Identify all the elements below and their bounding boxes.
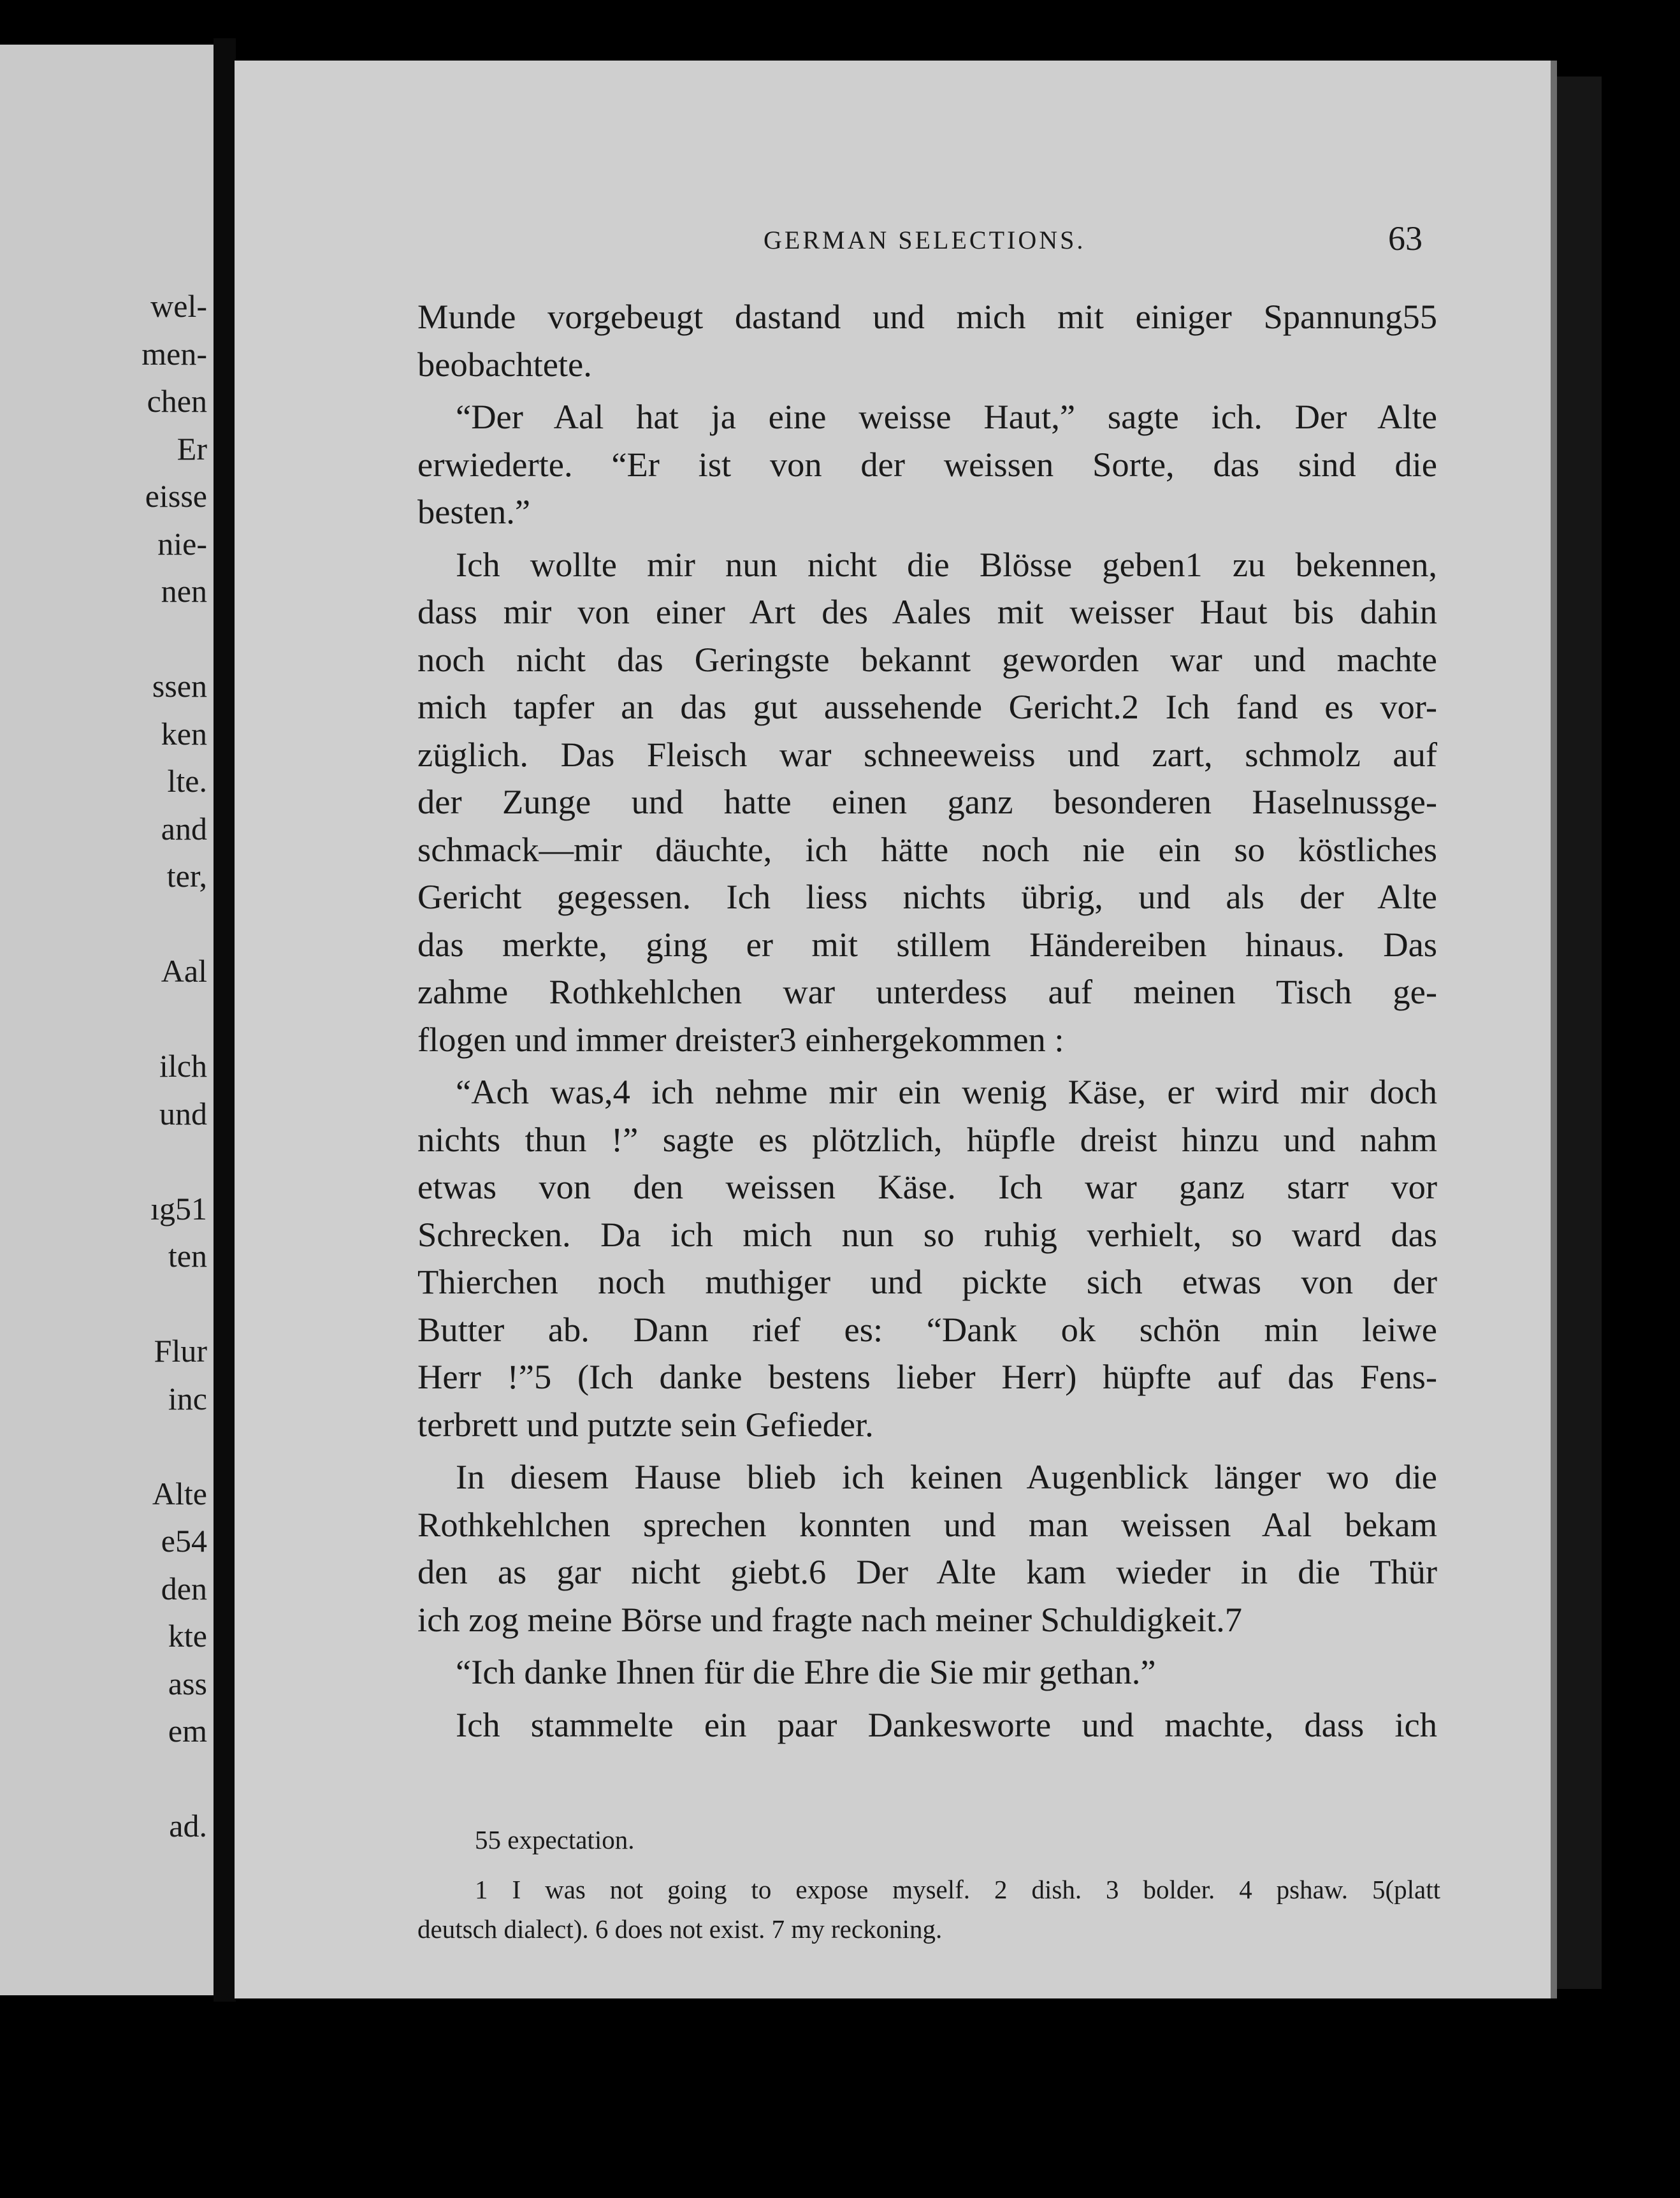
left-page-text-fragment: lte. [167, 763, 207, 799]
text-line: besten.” [417, 492, 531, 531]
left-page-text-fragment: chen [147, 383, 207, 419]
text-line: mich tapfer an das gut aussehende Gericht.2 Ich fand es vor- [417, 687, 1437, 726]
left-page-text-fragment: ssen [152, 668, 207, 704]
text-line: zahme Rothkehlchen war unterdess auf meinen Tisch ge- [417, 972, 1437, 1011]
text-line: flogen und immer dreister3 einhergekommen : [417, 1019, 1064, 1059]
text-line: der Zunge und hatte einen ganz besonderen Haselnussge- [417, 782, 1437, 821]
left-page-text-fragment: den [161, 1570, 207, 1606]
left-page-text-fragment: e54 [161, 1523, 207, 1559]
footnote-line: 55 expectation. [475, 1825, 635, 1854]
text-line: Thierchen noch muthiger und pickte sich etwas von der [417, 1262, 1437, 1301]
left-page-text-fragment: eisse [145, 478, 207, 514]
page-number: 63 [1388, 219, 1423, 258]
text-line: terbrett und putzte sein Gefieder. [417, 1404, 874, 1444]
left-page-text-fragment: ass [168, 1665, 207, 1701]
text-line: ich zog meine Börse und fragte nach meiner Schuldigkeit.7 [417, 1599, 1242, 1639]
left-page-text-fragment: ad. [169, 1808, 207, 1844]
page-edge-shadow [1557, 76, 1602, 1989]
text-line: das merkte, ging er mit stillem Händereiben hinaus. Das [417, 924, 1437, 964]
left-page-fragment [0, 45, 214, 1995]
text-line: In diesem Hause blieb ich keinen Augenblick länger wo die [456, 1457, 1437, 1496]
footnote-line: deutsch dialect). 6 does not exist. 7 my reckoning. [417, 1914, 943, 1944]
running-head [235, 219, 1551, 263]
text-line: “Ach was,4 ich nehme mir ein wenig Käse, er wird mir doch [456, 1072, 1437, 1111]
running-title: GERMAN SELECTIONS. [764, 226, 1086, 254]
text-line: beobachtete. [417, 344, 592, 384]
left-page-text-fragment: nen [161, 573, 207, 609]
left-page-text-fragment: ken [161, 715, 207, 752]
text-line: schmack—mir däuchte, ich hätte noch nie ein so köstliches [417, 829, 1437, 869]
left-page-text-fragment: ter, [166, 858, 207, 894]
left-page-text-fragment: wel- [150, 288, 207, 324]
left-page-text-fragment: Er [177, 430, 207, 467]
body-text [417, 293, 1437, 1749]
text-line: nichts thun !” sagte es plötzlich, hüpfle dreist hinzu und nahm [417, 1119, 1437, 1159]
text-line: Herr !”5 (Ich danke bestens lieber Herr) hüpfte auf das Fens- [417, 1357, 1437, 1396]
text-line: Rothkehlchen sprechen konnten und man weissen Aal bekam [417, 1504, 1437, 1544]
text-line: erwiederte. “Er ist von der weissen Sorte, das sind die [417, 444, 1437, 484]
left-page-text-fragment: Aal [161, 953, 207, 989]
text-line: züglich. Das Fleisch war schneeweiss und zart, schmolz auf [417, 734, 1437, 774]
text-line: Gericht gegessen. Ich liess nichts übrig, und als der Alte [417, 877, 1437, 916]
text-line: Butter ab. Dann rief es: “Dank ok schön min leiwe [417, 1309, 1437, 1349]
text-line: etwas von den weissen Käse. Ich war ganz starr vor [417, 1167, 1437, 1206]
left-page-text-fragment: ten [168, 1238, 207, 1274]
left-page-text-fragment: and [161, 810, 207, 847]
left-page-text-fragment: em [168, 1713, 207, 1749]
book-page [235, 61, 1557, 1998]
footnotes [417, 1820, 1440, 1949]
book-gutter [214, 38, 236, 2002]
left-page-text-fragment: kte [168, 1618, 207, 1654]
left-page-text-fragment: Alte [152, 1475, 207, 1511]
text-line: Ich stammelte ein paar Dankesworte und machte, dass ich [456, 1705, 1437, 1744]
text-line: dass mir von einer Art des Aales mit weisser Haut bis dahin [417, 592, 1437, 631]
text-line: den as gar nicht giebt.6 Der Alte kam wieder in die Thür [417, 1552, 1437, 1591]
left-page-text-fragment: inc [168, 1380, 207, 1416]
text-line: “Ich danke Ihnen für die Ehre die Sie mir gethan.” [456, 1652, 1156, 1691]
left-page-text-fragment: men- [141, 335, 207, 372]
text-line: Schrecken. Da ich mich nun so ruhig verhielt, so ward das [417, 1214, 1437, 1254]
left-page-text-fragment: und [159, 1095, 207, 1132]
text-line: Munde vorgebeugt dastand und mich mit einiger Spannung55 [417, 297, 1437, 336]
text-line: Ich wollte mir nun nicht die Blösse geben1 zu bekennen, [456, 544, 1437, 584]
footnote-line: 1 I was not going to expose myself. 2 dish. 3 bolder. 4 pshaw. 5(platt [475, 1875, 1440, 1904]
left-page-text-fragment: ıg51 [150, 1190, 207, 1226]
left-page-text-fragment: Flur [154, 1333, 207, 1369]
left-page-text-fragment: nie- [157, 525, 207, 562]
left-page-text-fragment: ilch [159, 1048, 207, 1084]
text-line: noch nicht das Geringste bekannt geworden war und machte [417, 639, 1437, 679]
text-line: “Der Aal hat ja eine weisse Haut,” sagte ich. Der Alte [456, 397, 1437, 436]
